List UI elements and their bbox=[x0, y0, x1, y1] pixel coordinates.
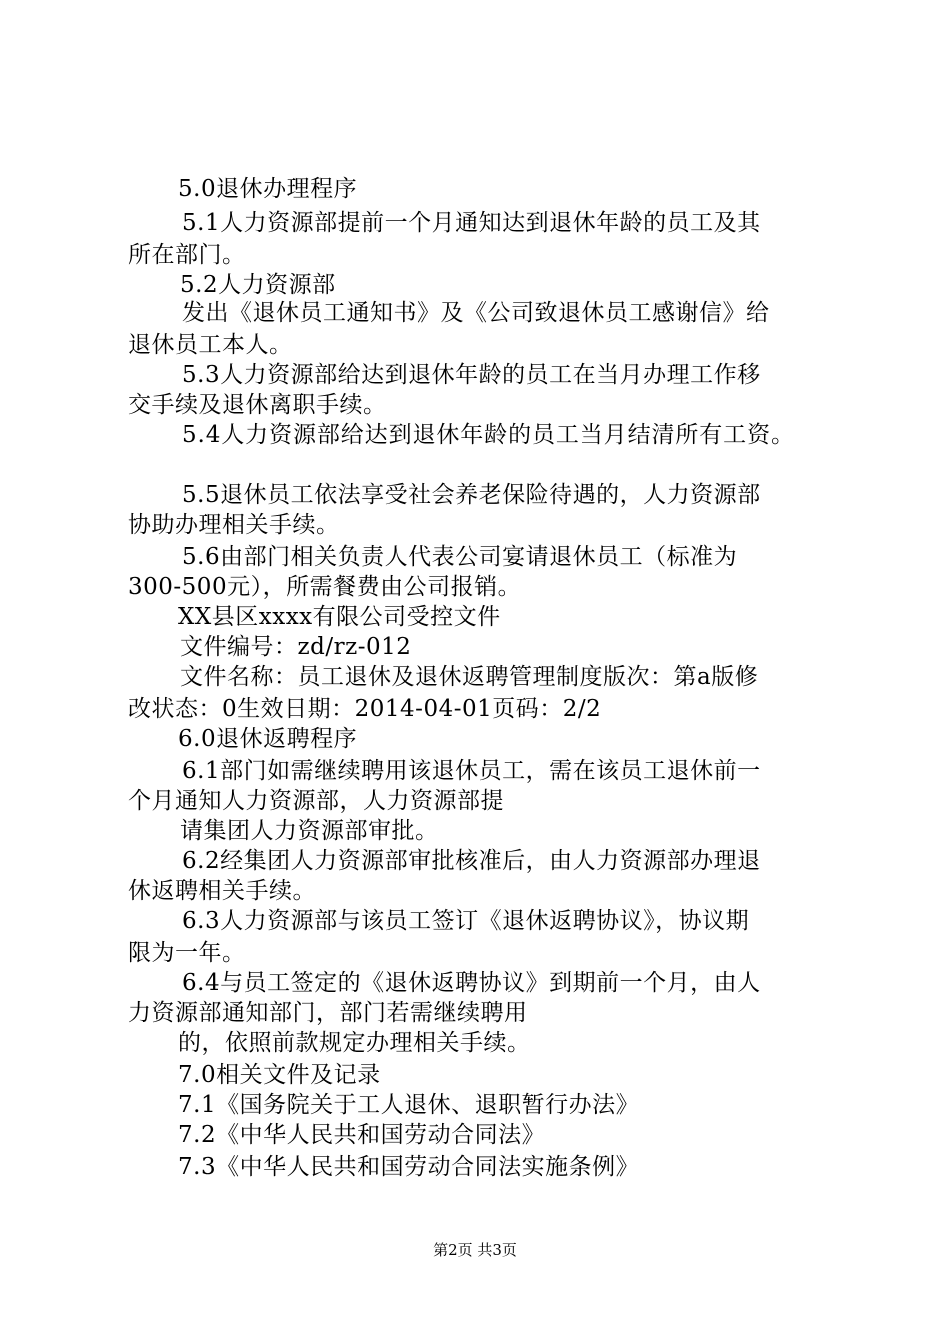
paragraph-line: 文件名称：员工退休及退休返聘管理制度版次：第a版修 bbox=[180, 664, 759, 690]
paragraph-line: 交手续及退休离职手续。 bbox=[128, 392, 387, 418]
paragraph-line: 发出《退休员工通知书》及《公司致退休员工感谢信》给 bbox=[182, 300, 770, 326]
paragraph-line: 6.3人力资源部与该员工签订《退休返聘协议》，协议期 bbox=[182, 908, 750, 934]
section-heading-5-0: 5.0退休办理程序 bbox=[178, 176, 358, 202]
paragraph-line: 5.2人力资源部 bbox=[180, 272, 336, 298]
paragraph-line: 6.2经集团人力资源部审批核准后，由人力资源部办理退 bbox=[182, 848, 761, 874]
paragraph-line: 6.1部门如需继续聘用该退休员工，需在该员工退休前一 bbox=[182, 758, 761, 784]
paragraph-line: 300-500元），所需餐费由公司报销。 bbox=[128, 574, 522, 600]
paragraph-line: XX县区xxxx有限公司受控文件 bbox=[178, 604, 501, 630]
paragraph-line: 文件编号：zd/rz-012 bbox=[180, 634, 412, 660]
paragraph-line: 休返聘相关手续。 bbox=[128, 878, 316, 904]
paragraph-line: 协助办理相关手续。 bbox=[128, 512, 340, 538]
paragraph-line: 个月通知人力资源部，人力资源部提 bbox=[128, 788, 504, 814]
paragraph-line: 请集团人力资源部审批。 bbox=[180, 818, 439, 844]
paragraph-line: 5.6由部门相关负责人代表公司宴请退休员工（标准为 bbox=[182, 544, 738, 570]
page-number-footer: 第2页 共3页 bbox=[433, 1241, 517, 1259]
paragraph-line: 5.3人力资源部给达到退休年龄的员工在当月办理工作移 bbox=[182, 362, 761, 388]
paragraph-line: 7.3《中华人民共和国劳动合同法实施条例》 bbox=[178, 1154, 640, 1180]
paragraph-line: 退休员工本人。 bbox=[128, 332, 293, 358]
paragraph-line: 5.5退休员工依法享受社会养老保险待遇的，人力资源部 bbox=[182, 482, 761, 508]
paragraph-line: 力资源部通知部门，部门若需继续聘用 bbox=[128, 1000, 528, 1026]
paragraph-line: 限为一年。 bbox=[128, 940, 246, 966]
paragraph-line: 改状态：0生效日期：2014-04-01页码：2/2 bbox=[128, 696, 602, 722]
paragraph-line: 5.4人力资源部给达到退休年龄的员工当月结清所有工资。 bbox=[182, 422, 795, 448]
paragraph-line: 5.1人力资源部提前一个月通知达到退休年龄的员工及其 bbox=[182, 210, 761, 236]
paragraph-line: 的，依照前款规定办理相关手续。 bbox=[178, 1030, 531, 1056]
section-heading-6-0: 6.0退休返聘程序 bbox=[178, 726, 358, 752]
section-heading-7-0: 7.0相关文件及记录 bbox=[178, 1062, 381, 1088]
paragraph-line: 所在部门。 bbox=[128, 242, 246, 268]
paragraph-line: 7.1《国务院关于工人退休、退职暂行办法》 bbox=[178, 1092, 640, 1118]
paragraph-line: 6.4与员工签定的《退休返聘协议》到期前一个月，由人 bbox=[182, 970, 761, 996]
paragraph-line: 7.2《中华人民共和国劳动合同法》 bbox=[178, 1122, 546, 1148]
